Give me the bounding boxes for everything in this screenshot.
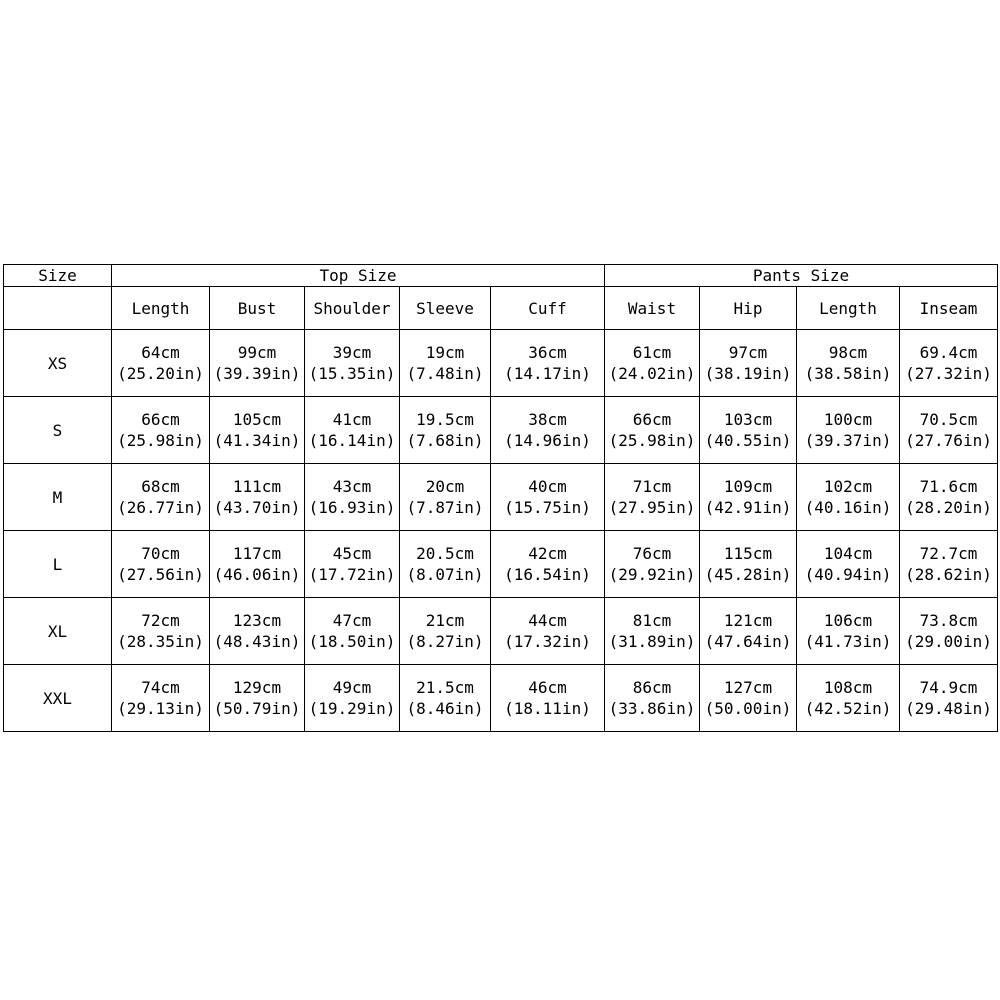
column-header-waist: Waist — [605, 287, 700, 330]
measurement-cell-shoulder — [305, 665, 400, 732]
measurement-cm: 115cm — [723, 544, 773, 563]
measurement-cell-bust — [210, 464, 305, 531]
measurement-inches: (17.72in) — [308, 565, 396, 584]
measurement-cm: 71cm — [632, 477, 672, 496]
measurement-inches: (38.19in) — [704, 364, 792, 383]
measurement-cm: 111cm — [232, 477, 282, 496]
measurement-inches: (41.34in) — [213, 431, 301, 450]
measurement-cell-top-length — [112, 397, 210, 464]
measurement-inches: (27.95in) — [608, 498, 696, 517]
measurement-inches: (27.32in) — [905, 364, 992, 383]
measurement-cm: 108cm — [823, 678, 873, 697]
measurement-cm: 70.5cm — [919, 410, 978, 429]
measurement-inches: (47.64in) — [704, 632, 792, 651]
measurement-cm: 70cm — [141, 544, 180, 563]
measurement-cm: 47cm — [332, 611, 372, 630]
measurement-inches: (39.39in) — [213, 364, 301, 383]
measurement-cell-cuff — [491, 397, 605, 464]
measurement-inches: (24.02in) — [608, 364, 696, 383]
measurement-inches: (48.43in) — [213, 632, 301, 651]
measurement-cm: 81cm — [632, 611, 672, 630]
measurement-inches: (16.54in) — [504, 565, 591, 584]
measurement-inches: (17.32in) — [504, 632, 591, 651]
measurement-cell-bust — [210, 531, 305, 598]
measurement-inches: (15.75in) — [504, 498, 591, 517]
measurement-inches: (40.55in) — [704, 431, 792, 450]
measurement-cm: 72.7cm — [919, 544, 978, 563]
measurement-cell-shoulder — [305, 464, 400, 531]
measurement-inches: (28.62in) — [905, 565, 992, 584]
measurement-cm: 46cm — [528, 678, 567, 697]
measurement-cell-sleeve — [400, 665, 491, 732]
measurement-cm: 129cm — [232, 678, 282, 697]
measurement-cell-cuff — [491, 665, 605, 732]
measurement-inches: (25.98in) — [608, 431, 696, 450]
size-label: XXL — [4, 665, 112, 732]
measurement-cell-bust — [210, 598, 305, 665]
measurement-cell-waist — [605, 464, 700, 531]
measurement-cell-top-length — [112, 665, 210, 732]
measurement-cell-cuff — [491, 330, 605, 397]
measurement-inches: (16.93in) — [308, 498, 396, 517]
measurement-cell-top-length — [112, 330, 210, 397]
measurement-inches: (7.48in) — [406, 364, 484, 383]
measurement-cm: 49cm — [332, 678, 372, 697]
measurement-cm: 36cm — [528, 343, 567, 362]
measurement-inches: (18.50in) — [308, 632, 396, 651]
measurement-cm: 117cm — [232, 544, 282, 563]
measurement-cm: 86cm — [632, 678, 672, 697]
measurement-cm: 71.6cm — [919, 477, 978, 496]
measurement-inches: (50.00in) — [704, 699, 792, 718]
measurement-cm: 100cm — [823, 410, 873, 429]
measurement-cm: 99cm — [237, 343, 277, 362]
size-rows — [4, 330, 998, 732]
measurement-cm: 102cm — [823, 477, 873, 496]
measurement-inches: (43.70in) — [213, 498, 301, 517]
measurement-inches: (39.37in) — [804, 431, 892, 450]
measurement-cell-inseam — [900, 531, 998, 598]
measurement-inches: (8.46in) — [406, 699, 484, 718]
table-row — [4, 665, 998, 732]
measurement-inches: (28.20in) — [905, 498, 992, 517]
measurement-cm: 43cm — [332, 477, 372, 496]
measurement-cm: 42cm — [528, 544, 567, 563]
measurement-inches: (38.58in) — [804, 364, 892, 383]
measurement-cell-inseam — [900, 464, 998, 531]
measurement-cm: 66cm — [632, 410, 672, 429]
table-row — [4, 397, 998, 464]
measurement-cell-pants-length — [797, 330, 900, 397]
size-label: L — [4, 531, 112, 598]
measurement-cell-pants-length — [797, 464, 900, 531]
measurement-inches: (29.48in) — [905, 699, 992, 718]
table-row — [4, 598, 998, 665]
measurement-inches: (29.92in) — [608, 565, 696, 584]
size-header: Size — [4, 265, 112, 287]
column-header-bust: Bust — [210, 287, 305, 330]
size-chart-table — [3, 264, 998, 732]
measurement-cell-sleeve — [400, 330, 491, 397]
measurement-cm: 21cm — [425, 611, 465, 630]
measurement-inches: (26.77in) — [117, 498, 204, 517]
measurement-cell-shoulder — [305, 397, 400, 464]
measurement-cm: 104cm — [823, 544, 873, 563]
measurement-cm: 74cm — [141, 678, 180, 697]
column-header-hip: Hip — [700, 287, 797, 330]
measurement-cell-sleeve — [400, 531, 491, 598]
measurement-inches: (42.91in) — [704, 498, 792, 517]
measurement-inches: (45.28in) — [704, 565, 792, 584]
size-header-blank — [4, 287, 112, 330]
table-row — [4, 531, 998, 598]
measurement-cell-inseam — [900, 665, 998, 732]
measurement-cm: 121cm — [723, 611, 773, 630]
measurement-cell-pants-length — [797, 665, 900, 732]
column-header-sleeve: Sleeve — [400, 287, 491, 330]
measurement-cm: 103cm — [723, 410, 773, 429]
size-label: M — [4, 464, 112, 531]
measurement-inches: (29.00in) — [905, 632, 992, 651]
top-size-group-header: Top Size — [112, 265, 605, 287]
column-header-row — [4, 287, 998, 330]
group-header-row — [4, 265, 998, 287]
size-label: S — [4, 397, 112, 464]
measurement-cm: 69.4cm — [919, 343, 978, 362]
measurement-cell-sleeve — [400, 464, 491, 531]
measurement-cm: 73.8cm — [919, 611, 978, 630]
measurement-cm: 19.5cm — [416, 410, 474, 429]
measurement-cm: 40cm — [528, 477, 567, 496]
column-header-cuff: Cuff — [491, 287, 605, 330]
measurement-inches: (41.73in) — [804, 632, 892, 651]
measurement-cell-waist — [605, 598, 700, 665]
measurement-inches: (15.35in) — [308, 364, 396, 383]
measurement-cm: 105cm — [232, 410, 282, 429]
measurement-cell-top-length — [112, 531, 210, 598]
measurement-cell-cuff — [491, 598, 605, 665]
measurement-inches: (46.06in) — [213, 565, 301, 584]
measurement-cell-inseam — [900, 330, 998, 397]
column-header-pants-length: Length — [797, 287, 900, 330]
column-header-top-length: Length — [112, 287, 210, 330]
measurement-cell-waist — [605, 397, 700, 464]
measurement-cm: 41cm — [332, 410, 372, 429]
measurement-cm: 72cm — [141, 611, 180, 630]
measurement-cell-hip — [700, 531, 797, 598]
measurement-cell-waist — [605, 330, 700, 397]
measurement-inches: (27.56in) — [117, 565, 204, 584]
measurement-inches: (33.86in) — [608, 699, 696, 718]
measurement-cell-top-length — [112, 464, 210, 531]
measurement-cell-cuff — [491, 531, 605, 598]
measurement-inches: (42.52in) — [804, 699, 892, 718]
measurement-inches: (40.16in) — [804, 498, 892, 517]
measurement-cell-bust — [210, 665, 305, 732]
measurement-cm: 68cm — [141, 477, 180, 496]
measurement-inches: (25.20in) — [117, 364, 204, 383]
table-row — [4, 330, 998, 397]
size-label: XS — [4, 330, 112, 397]
measurement-inches: (8.07in) — [406, 565, 484, 584]
measurement-cell-hip — [700, 397, 797, 464]
size-label: XL — [4, 598, 112, 665]
measurement-cell-inseam — [900, 397, 998, 464]
measurement-inches: (16.14in) — [308, 431, 396, 450]
measurement-cell-waist — [605, 531, 700, 598]
measurement-cell-shoulder — [305, 531, 400, 598]
measurement-cm: 20cm — [425, 477, 465, 496]
measurement-inches: (31.89in) — [608, 632, 696, 651]
measurement-inches: (29.13in) — [117, 699, 204, 718]
measurement-cm: 127cm — [723, 678, 773, 697]
measurement-inches: (7.68in) — [406, 431, 484, 450]
table-row — [4, 464, 998, 531]
measurement-cm: 74.9cm — [919, 678, 978, 697]
measurement-cm: 109cm — [723, 477, 773, 496]
measurement-cell-sleeve — [400, 397, 491, 464]
measurement-inches: (14.17in) — [504, 364, 591, 383]
measurement-cm: 76cm — [632, 544, 672, 563]
measurement-cm: 21.5cm — [416, 678, 474, 697]
column-header-shoulder: Shoulder — [305, 287, 400, 330]
measurement-cm: 45cm — [332, 544, 372, 563]
measurement-cm: 44cm — [528, 611, 567, 630]
measurement-cell-shoulder — [305, 330, 400, 397]
measurement-cell-cuff — [491, 464, 605, 531]
measurement-inches: (40.94in) — [804, 565, 892, 584]
measurement-inches: (25.98in) — [117, 431, 204, 450]
measurement-cell-pants-length — [797, 531, 900, 598]
measurement-cm: 20.5cm — [416, 544, 474, 563]
measurement-cell-waist — [605, 665, 700, 732]
measurement-inches: (18.11in) — [504, 699, 591, 718]
measurement-cm: 66cm — [141, 410, 180, 429]
measurement-cell-pants-length — [797, 598, 900, 665]
measurement-cell-hip — [700, 464, 797, 531]
measurement-cell-sleeve — [400, 598, 491, 665]
measurement-inches: (14.96in) — [504, 431, 591, 450]
measurement-cm: 19cm — [425, 343, 465, 362]
measurement-inches: (8.27in) — [406, 632, 484, 651]
measurement-cell-pants-length — [797, 397, 900, 464]
column-header-inseam: Inseam — [900, 287, 998, 330]
measurement-inches: (27.76in) — [905, 431, 992, 450]
measurement-inches: (7.87in) — [406, 498, 484, 517]
pants-size-group-header: Pants Size — [605, 265, 998, 287]
measurement-inches: (19.29in) — [308, 699, 396, 718]
measurement-cell-inseam — [900, 598, 998, 665]
measurement-cell-hip — [700, 330, 797, 397]
measurement-cm: 61cm — [632, 343, 672, 362]
measurement-cm: 38cm — [528, 410, 567, 429]
measurement-inches: (50.79in) — [213, 699, 301, 718]
measurement-cm: 97cm — [728, 343, 768, 362]
measurement-cell-shoulder — [305, 598, 400, 665]
measurement-cell-top-length — [112, 598, 210, 665]
measurement-cm: 123cm — [232, 611, 282, 630]
measurement-cm: 98cm — [828, 343, 868, 362]
measurement-cm: 64cm — [141, 343, 180, 362]
measurement-inches: (28.35in) — [117, 632, 204, 651]
measurement-cm: 39cm — [332, 343, 372, 362]
measurement-cell-bust — [210, 330, 305, 397]
measurement-cm: 106cm — [823, 611, 873, 630]
measurement-cell-hip — [700, 598, 797, 665]
measurement-cell-hip — [700, 665, 797, 732]
measurement-cell-bust — [210, 397, 305, 464]
